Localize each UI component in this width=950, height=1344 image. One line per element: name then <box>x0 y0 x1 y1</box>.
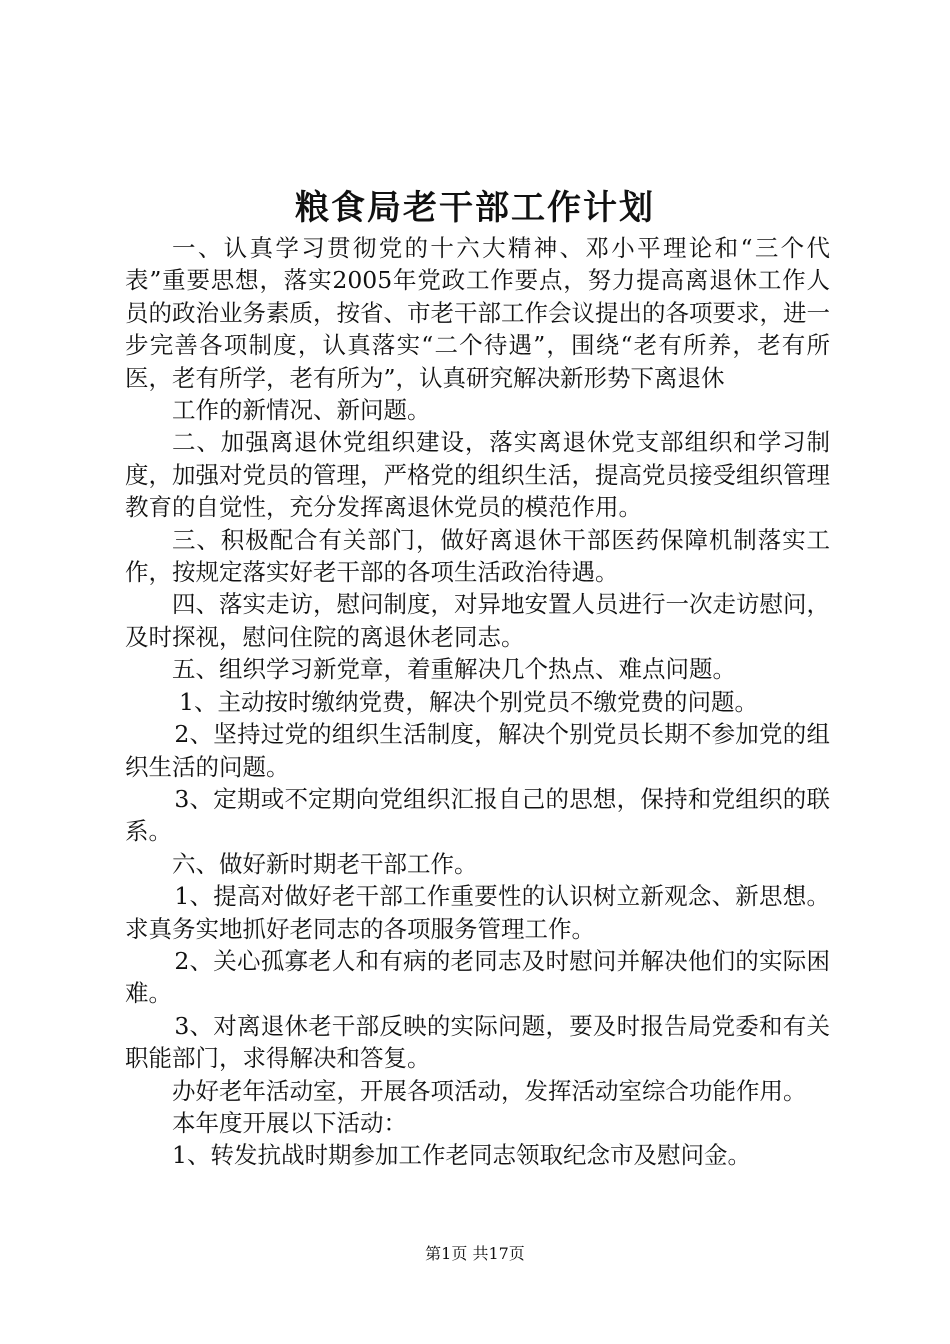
paragraph-6: 五、组织学习新党章，着重解决几个热点、难点问题。 <box>172 655 736 684</box>
paragraph-11: 1、提高对做好老干部工作重要性的认识树立新观念、新思想。求真务实地抓好老同志的各项服务管理工作。 <box>125 882 830 943</box>
paragraph-3: 二、加强离退休党组织建设，落实离退休党支部组织和学习制度，加强对党员的管理，严格党的组织生活，提高党员接受组织管理教育的自觉性，充分发挥离退休党员的模范作用。 <box>125 428 830 522</box>
paragraph-2: 工作的新情况、新问题。 <box>172 396 431 425</box>
paragraph-7: 1、主动按时缴纳党费，解决个别党员不缴党费的问题。 <box>179 687 758 716</box>
paragraph-14: 办好老年活动室，开展各项活动，发挥活动室综合功能作用。 <box>172 1076 807 1105</box>
paragraph-10: 六、做好新时期老干部工作。 <box>172 849 478 878</box>
paragraph-16: 1、转发抗战时期参加工作老同志领取纪念市及慰问金。 <box>172 1141 751 1170</box>
paragraph-8: 2、坚持过党的组织生活制度，解决个别党员长期不参加党的组织生活的问题。 <box>125 720 830 781</box>
paragraph-12: 2、关心孤寡老人和有病的老同志及时慰问并解决他们的实际困难。 <box>125 946 830 1008</box>
page-footer: 第1页 共17页 <box>425 1244 525 1263</box>
paragraph-1: 一、认真学习贯彻党的十六大精神、邓小平理论和“三个代表”重要思想，落实2005年党政工作要点，努力提高离退休工作人员的政治业务素质，按省、市老干部工作会议提出的各项要求，进一步完善各项制度，认真落实“二个待遇”，围绕“老有所养，老有所医，老有所学，老有所为”，认真研究解决新形势下离退休 <box>125 234 830 392</box>
paragraph-9: 3、定期或不定期向党组织汇报自己的思想，保持和党组织的联系。 <box>125 784 830 846</box>
paragraph-13: 3、对离退休老干部反映的实际问题，要及时报告局党委和有关职能部门，求得解决和答复。 <box>125 1011 830 1073</box>
document-body <box>125 232 830 1172</box>
paragraph-4: 三、积极配合有关部门，做好离退休干部医药保障机制落实工作，按规定落实好老干部的各项生活政治待遇。 <box>125 525 830 587</box>
paragraph-5: 四、落实走访，慰问制度，对异地安置人员进行一次走访慰问，及时探视，慰问住院的离退休老同志。 <box>125 590 830 651</box>
paragraph-15: 本年度开展以下活动： <box>172 1108 407 1137</box>
document-title: 粮食局老干部工作计划 <box>295 188 655 228</box>
